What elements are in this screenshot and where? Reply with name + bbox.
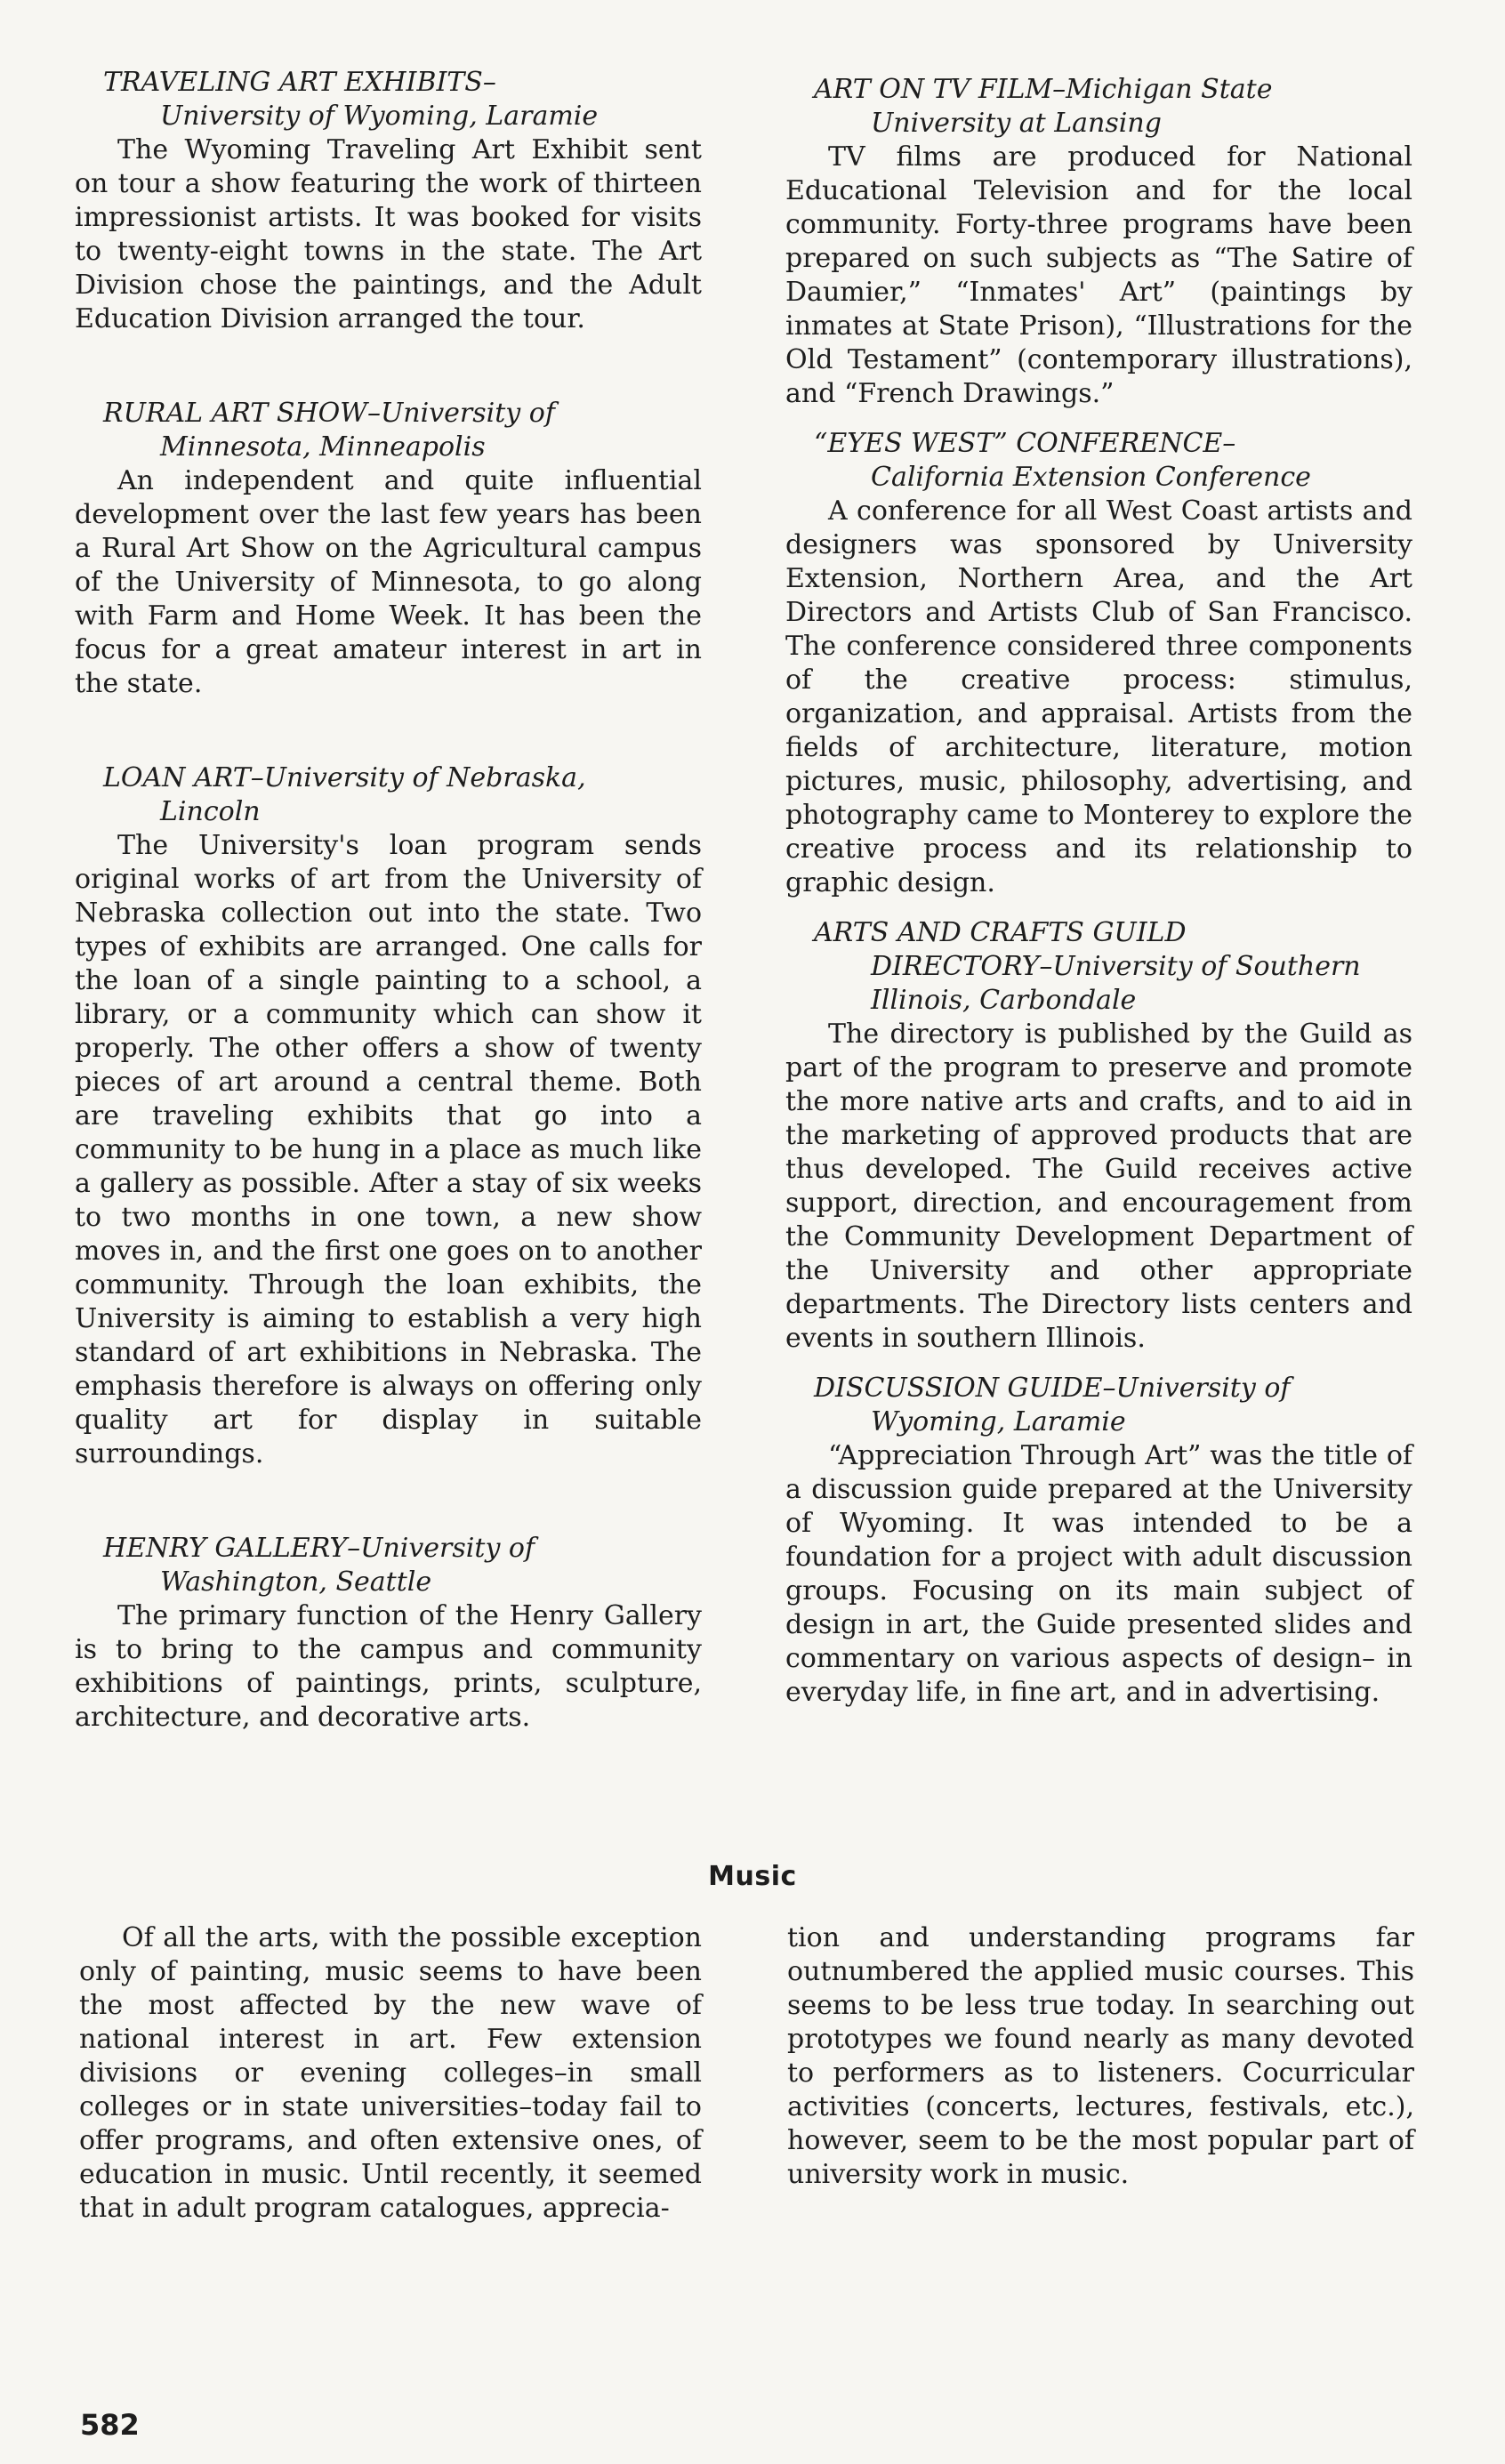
entry-heading: LOAN ART–University of Nebraska, Lincoln	[103, 762, 586, 827]
entry-body: The University's loan program sends original works of art from the University of Nebraska collection out into the state. Two types of exhibits are arranged. One calls for the loan of a single painting to a school, a library, or a community which can show it properly. The other offers a show of twenty pieces of art around a central theme. Both are traveling exhibits that go into a community to be hung in a place as much like a gallery as possible. After a stay of six weeks to two months in one town, a new show moves in, and the first one goes on to another community. Through the loan exhibits, the University is aiming to establish a very high standard of art exhibitions in Nebraska. The emphasis therefore is always on offering only quality art for display in suitable surroundings.	[75, 830, 702, 1470]
entry-rural-art-show	[75, 397, 702, 701]
entry-body: A conference for all West Coast artists and designers was sponsored by University Extension, Northern Area, and the Art Directors and Artists Club of San Francisco. The conference considered three components of the creative process: stimulus, organization, and appraisal. Artists from the fields of architecture, literature, motion pictures, music, philosophy, advertising, and photography came to Monterey to explore the creative process and its relationship to graphic design.	[785, 495, 1412, 898]
entry-body: The directory is published by the Guild as part of the program to preserve and promote the more native arts and crafts, and to aid in the marketing of approved products that are thus developed. The Guild receives active support, direction, and encouragement from the Community Development Department of the University and other appropriate departments. The Directory lists centers and events in southern Illinois.	[785, 1019, 1412, 1354]
entry-traveling-art-exhibits	[75, 66, 702, 336]
entry-eyes-west-conference	[785, 427, 1412, 900]
entry-art-on-tv-film	[785, 73, 1412, 411]
entry-body: The primary function of the Henry Gallery is to bring to the campus and community exhibitions of paintings, prints, sculpture, architecture, and decorative arts.	[75, 1600, 702, 1733]
music-body-left: Of all the arts, with the possible exception only of painting, music seems to have been the most affected by the new wave of national interest in art. Few extension divisions or evening colleges–in small colleges or in state universities–today fail to offer programs, and often extensive ones, of education in music. Until recently, it seemed that in adult program catalogues, apprecia-	[79, 1922, 702, 2224]
entry-body: TV films are produced for National Educational Television and for the local community. Forty-three programs have been prepared on such subjects as “The Satire of Daumier,” “Inmates' Art” (paintings by inmates at State Prison), “Illustrations for the Old Testament” (contemporary illustrations), and “French Drawings.”	[785, 141, 1412, 409]
entry-heading: HENRY GALLERY–University of Washington, Seattle	[103, 1533, 535, 1598]
entry-body: The Wyoming Traveling Art Exhibit sent on tour a show featuring the work of thirteen impressionist artists. It was booked for visits to twenty-eight towns in the state. The Art Division chose the paintings, and the Adult Education Division arranged the tour.	[75, 134, 702, 334]
music-left-column	[79, 1921, 702, 2226]
music-right-column	[787, 1921, 1414, 2192]
entry-heading: ART ON TV FILM–Michigan State University at Lansing	[814, 74, 1273, 139]
entry-heading: ARTS AND CRAFTS GUILD DIRECTORY–University of Southern Illinois, Carbondale	[814, 917, 1361, 1016]
right-column	[785, 73, 1412, 1710]
entry-loan-art	[75, 761, 702, 1471]
entry-heading: TRAVELING ART EXHIBITS– University of Wyoming, Laramie	[103, 67, 599, 132]
entry-body: An independent and quite influential development over the last few years has been a Rural Art Show on the Agricultural campus of the University of Minnesota, to go along with Farm and Home Week. It has been the focus for a great amateur interest in art in the state.	[75, 465, 702, 699]
music-body-right: tion and understanding programs far outnumbered the applied music courses. This seems to be less true today. In searching out prototypes we found nearly as many devoted to performers as to listeners. Cocurricular activities (concerts, lectures, festivals, etc.), however, seem to be the most popular part of university work in music.	[787, 1922, 1414, 2190]
entry-arts-and-crafts-guild	[785, 916, 1412, 1356]
entry-heading: “EYES WEST” CONFERENCE– California Extension Conference	[814, 428, 1311, 493]
entry-heading: DISCUSSION GUIDE–University of Wyoming, Laramie	[814, 1373, 1291, 1437]
entry-heading: RURAL ART SHOW–University of Minnesota, Minneapolis	[103, 398, 555, 463]
section-title-music: Music	[708, 1861, 797, 1892]
entry-body: “Appreciation Through Art” was the title of a discussion guide prepared at the University of Wyoming. It was intended to be a foundation for a project with adult discussion groups. Focusing on its main subject of design in art, the Guide presented slides and commentary on various aspects of design– in everyday life, in fine art, and in advertising.	[785, 1440, 1412, 1708]
page-number: 582	[80, 2408, 140, 2442]
left-column	[75, 66, 702, 1735]
entry-discussion-guide	[785, 1372, 1412, 1710]
entry-henry-gallery	[75, 1532, 702, 1735]
